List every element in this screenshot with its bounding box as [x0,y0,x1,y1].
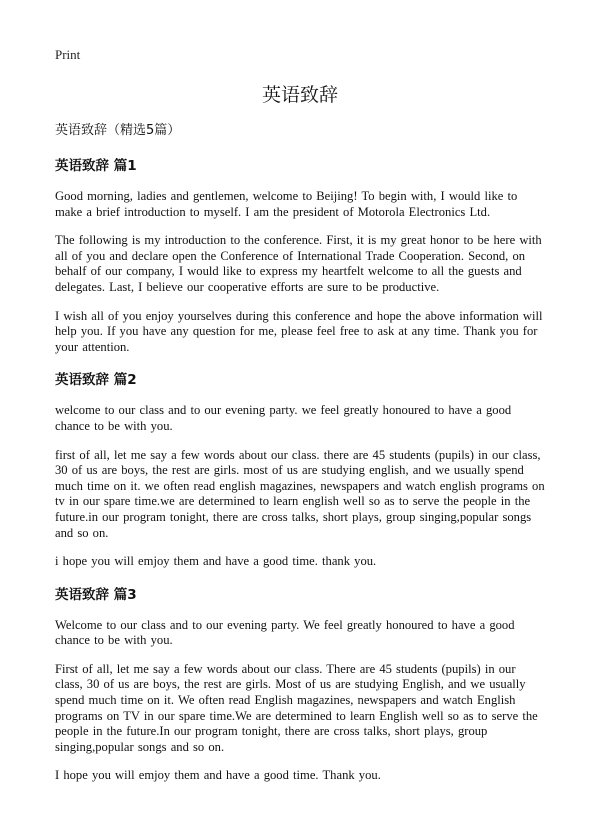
section-3 [55,583,545,784]
document-body [55,119,545,797]
paragraph: I wish all of you enjoy yourselves during this conference and hope the above information will help you. If you have any question for me, please feel free to ask at any time. Thank you for your attention. [55,308,543,354]
paragraph: The following is my introduction to the conference. First, it is my great honor to be here with all of you and declare open the Conference of International Trade Cooperation. Second, on behalf of our company, I would like to express my heartfelt welcome to all the guests and delegates. Last, I believe our cooperative efforts are sure to be productive. [55,233,542,294]
section-heading: 英语致辞 篇3 [55,586,137,603]
paragraph: First of all, let me say a few words about our class. There are 45 students (pupils) in our class, 30 of us are boys, the rest are girls. Most of us are studying English, and we usually spend much time on it. We often read English magazines, newspapers and watch English programs on TV in our spare time.We are determined to learn English well so as to serve the people in the future.In our program tonight, there are cross talks, short plays, group singing,popular songs and so on. [55,661,538,754]
section-2 [55,368,545,569]
section-heading: 英语致辞 篇2 [55,372,137,389]
paragraph: first of all, let me say a few words about our class. there are 45 students (pupils) in our class, 30 of us are boys, the rest are girls. most of us are studying english, and we usually spend much time on it. we often read english magazines, newspapers and watch english programs on tv in our spare time.we are determined to learn english well so as to serve the people in the future.in our program tonight, there are cross talks, short plays, group singing,popular songs and so on. [55,447,545,540]
print-link[interactable]: Print [55,47,81,62]
section-heading: 英语致辞 篇1 [55,158,137,174]
paragraph: I hope you will emjoy them and have a good time. Thank you. [55,768,381,783]
section-1 [55,154,545,355]
paragraph: Good morning, ladies and gentlemen, welcome to Beijing! To begin with, I would like to make a brief introduction to myself. I am the president of Motorola Electronics Ltd. [55,189,518,219]
paragraph: Welcome to our class and to our evening party. We feel greatly honoured to have a good chance to be with you. [55,617,515,648]
document-subtitle: 英语致辞（精选5篇） [55,123,181,138]
paragraph: i hope you will emjoy them and have a good time. thank you. [55,554,377,569]
paragraph: welcome to our class and to our evening party. we feel greatly honoured to have a good chance to be with you. [55,403,512,433]
page-title: 英语致辞 [261,84,338,106]
